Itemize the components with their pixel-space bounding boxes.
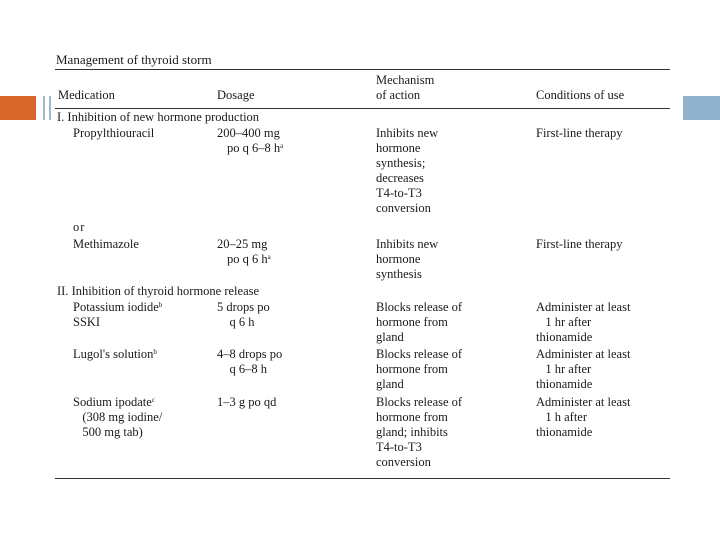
- accent-tick: [49, 96, 51, 120]
- medication-name: [73, 300, 162, 315]
- dosage-text: po q 6–8 h: [227, 141, 281, 155]
- mechanism-cell: Blocks release of hormone from gland: [376, 300, 463, 344]
- or-text: or: [73, 220, 86, 234]
- mechanism-cell: Inhibits new hormone synthesis; decreases T4-to-T3 conversion: [376, 126, 439, 215]
- conditions-cell: Administer at least 1 hr after thionamide: [536, 300, 631, 344]
- medication-name: Methimazole: [73, 237, 139, 251]
- medication-name: Propylthiouracil: [73, 126, 155, 140]
- dosage-cell: 5 drops po q 6 h: [217, 300, 270, 329]
- conditions-cell: First-line therapy: [536, 237, 623, 251]
- conditions-cell: Administer at least 1 hr after thionamide: [536, 347, 631, 391]
- footnote-marker: a: [280, 142, 284, 150]
- dosage-cell: [227, 252, 271, 267]
- dosage-text: 20–25 mg: [217, 237, 268, 251]
- section-heading: I. Inhibition of new hormone production: [57, 110, 260, 124]
- dosage-text: po q 6 h: [227, 252, 268, 266]
- header-mechanism: Mechanism of action: [376, 73, 435, 102]
- medication-name: [73, 395, 155, 410]
- header-dosage: Dosage: [217, 88, 255, 102]
- footnote-marker: a: [267, 253, 271, 261]
- header-conditions: Conditions of use: [536, 88, 625, 102]
- header-rule: [55, 108, 670, 109]
- medication-text: Potassium iodide: [73, 300, 159, 314]
- dosage-text: 200–400 mg: [217, 126, 280, 140]
- dosage-cell: 4–8 drops po q 6–8 h: [217, 347, 283, 376]
- mechanism-cell: Inhibits new hormone synthesis: [376, 237, 439, 281]
- bottom-rule: [55, 478, 670, 479]
- dosage-cell: [217, 126, 280, 141]
- medication-detail: (308 mg iodine/ 500 mg tab): [82, 410, 163, 439]
- header-medication: Medication: [58, 88, 115, 102]
- conditions-cell: Administer at least 1 h after thionamide: [536, 395, 631, 439]
- accent-tick: [43, 96, 45, 120]
- accent-bar-left: [0, 96, 36, 120]
- medication-name: [73, 347, 157, 362]
- dosage-cell: [217, 237, 267, 252]
- medication-text: Lugol's solution: [73, 347, 154, 361]
- footnote-marker: b: [153, 348, 157, 356]
- medication-name: SSKI: [73, 315, 101, 329]
- dosage-cell: [227, 141, 283, 156]
- footnote-marker: b: [158, 301, 163, 309]
- top-rule: [55, 69, 670, 70]
- conditions-cell: First-line therapy: [536, 126, 623, 140]
- footnote-marker: c: [151, 396, 155, 404]
- section-heading: II. Inhibition of thyroid hormone release: [57, 284, 260, 298]
- table-title: Management of thyroid storm: [56, 52, 212, 67]
- medication-text: Sodium ipodate: [73, 395, 152, 409]
- accent-bar-right: [683, 96, 720, 120]
- dosage-cell: 1–3 g po qd: [217, 395, 277, 409]
- mechanism-cell: Blocks release of hormone from gland: [376, 347, 463, 391]
- mechanism-cell: Blocks release of hormone from gland; inhibits T4-to-T3 conversion: [376, 395, 463, 469]
